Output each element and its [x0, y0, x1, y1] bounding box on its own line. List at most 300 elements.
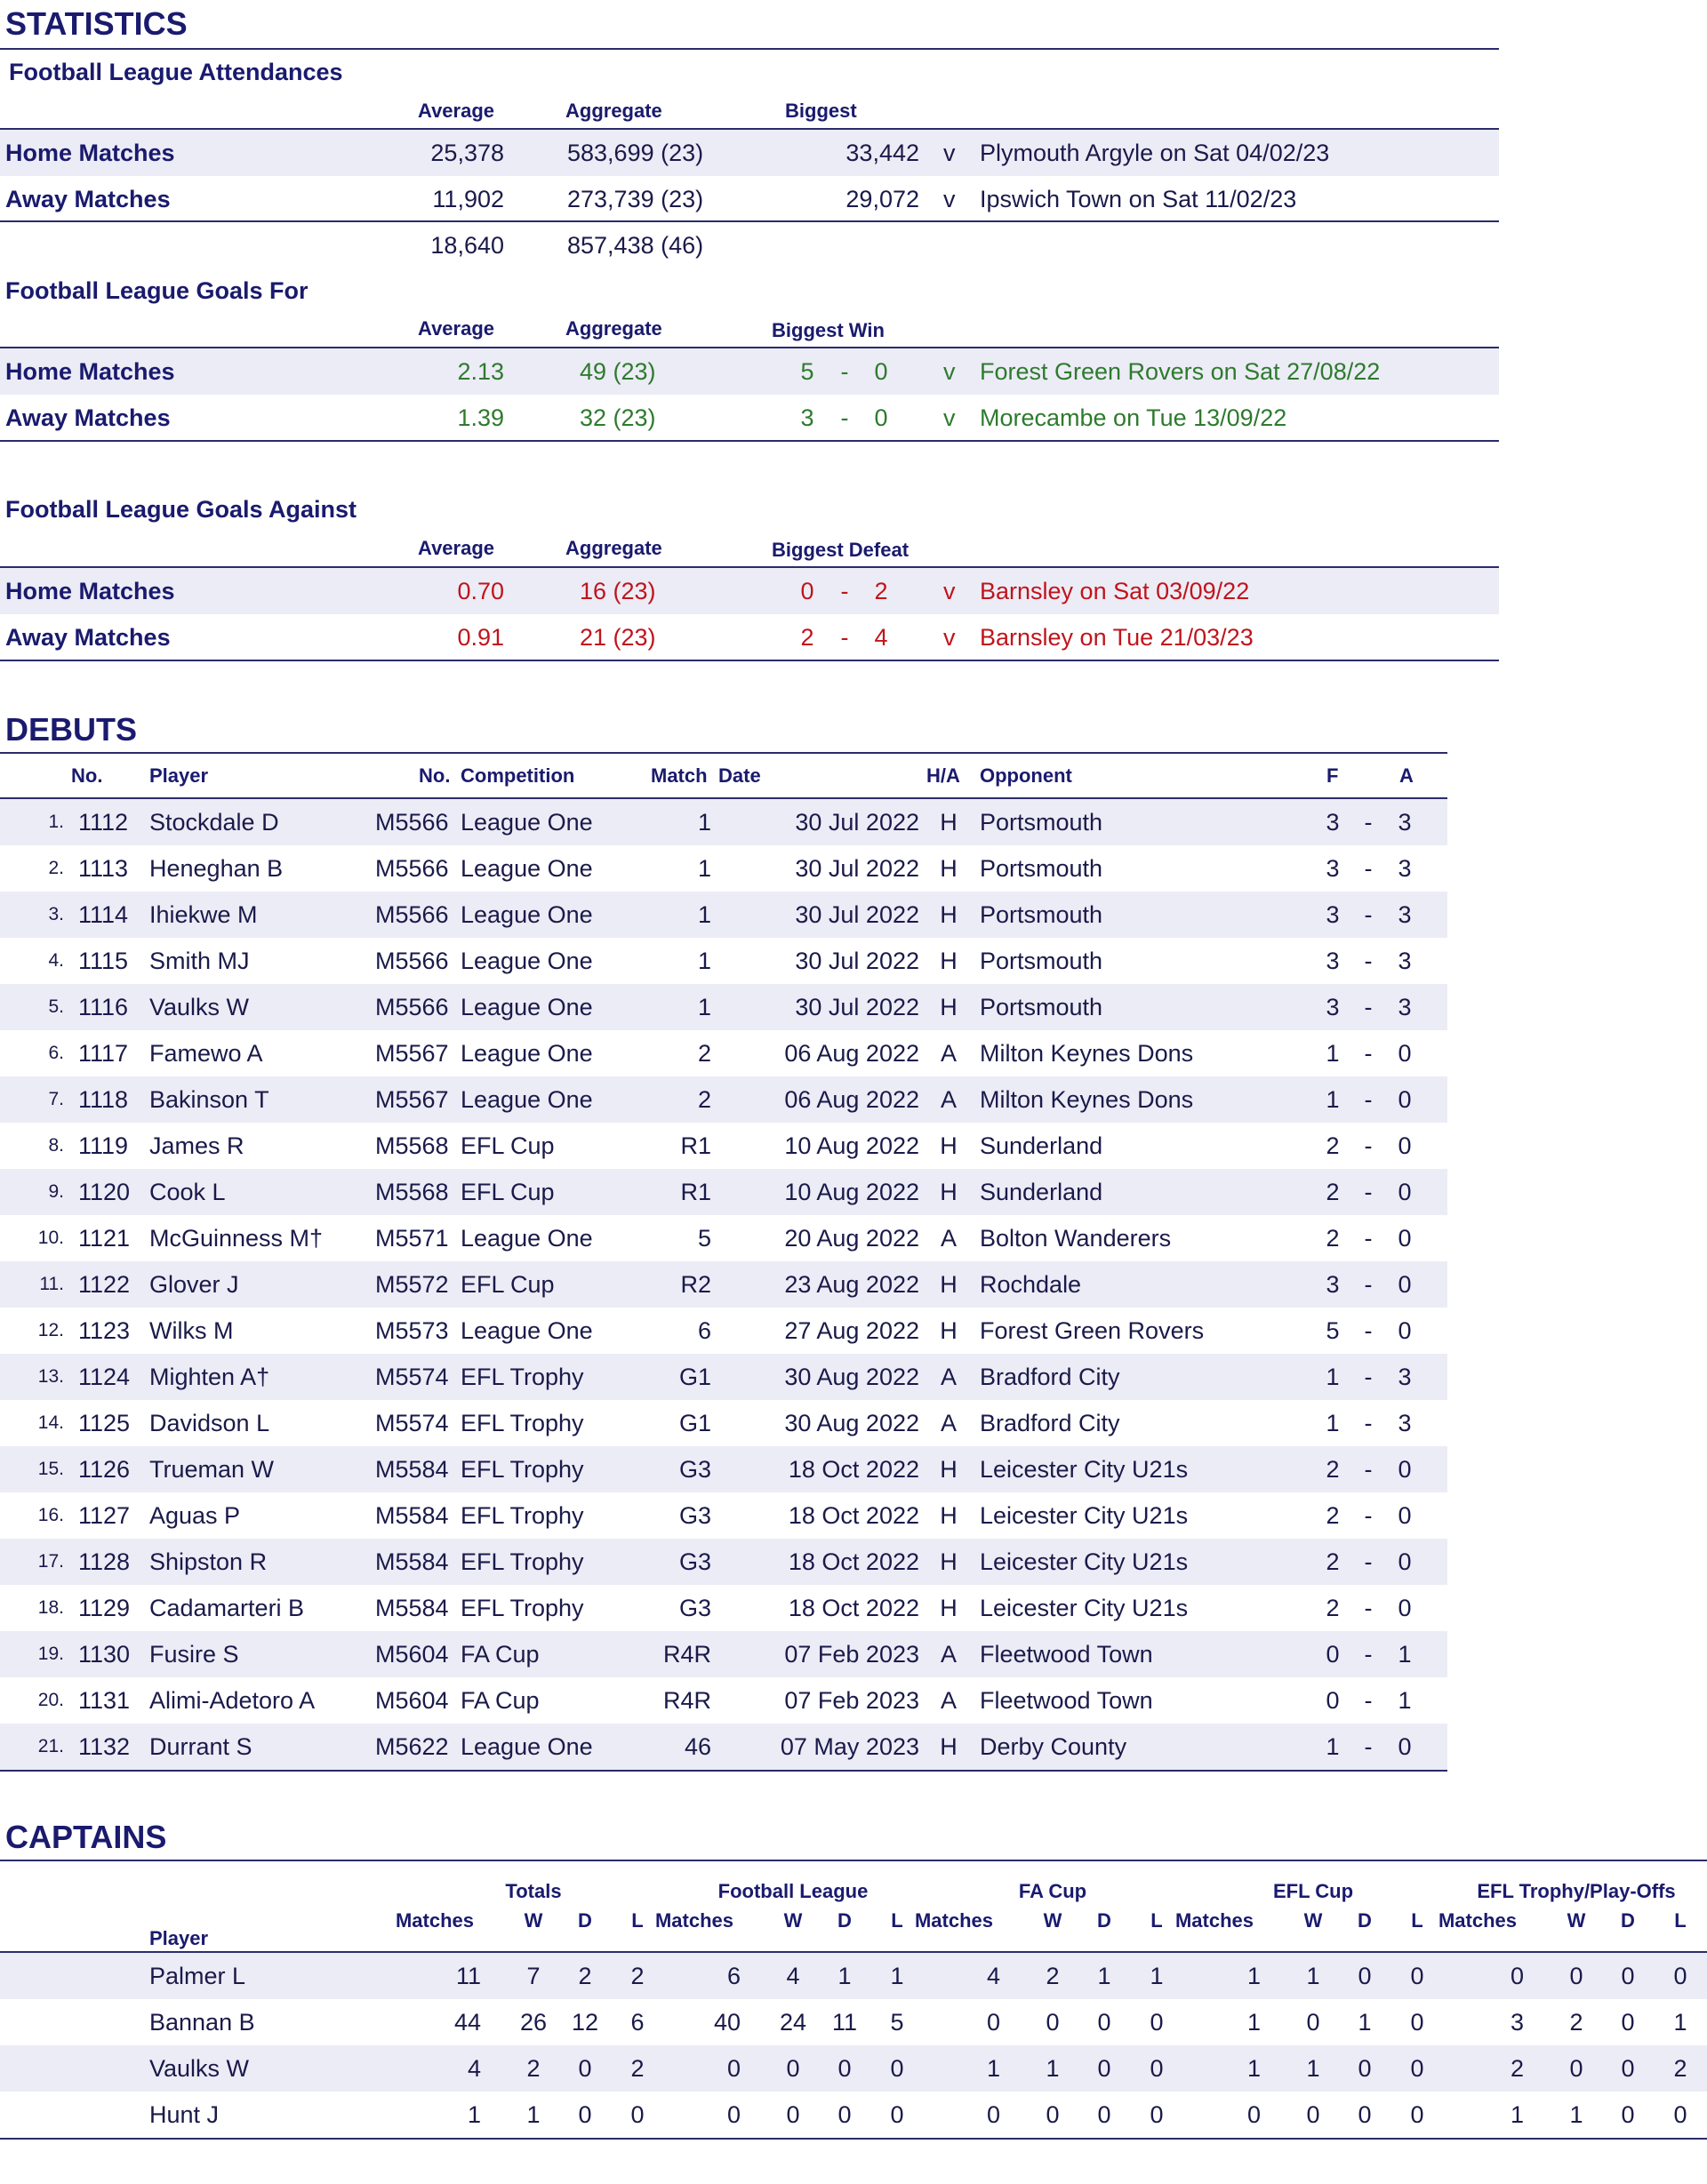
captains-sub-header: W: [783, 1909, 803, 1932]
row-label: Away Matches: [5, 186, 171, 212]
captains-bottom-rule: [0, 2138, 1707, 2140]
captain-stat-value: 11: [455, 1963, 481, 1989]
goals-against-row-away: [0, 614, 1499, 660]
statistics-title-rule: [0, 48, 1499, 50]
debut-match-number: M5584: [375, 1456, 449, 1483]
debut-index: 2.: [48, 858, 64, 878]
captain-stat-value: 0: [1097, 2055, 1111, 2082]
debut-home-away: H: [940, 1548, 958, 1575]
captains-group-header: Football League: [717, 1880, 869, 1902]
captain-stat-value: 5: [890, 2009, 904, 2036]
debut-date: 07 Feb 2023: [784, 1641, 919, 1668]
debuts-no-header: No.: [71, 764, 103, 787]
captain-row: [0, 1953, 1707, 1999]
debut-match-number: M5566: [375, 948, 449, 974]
debuts-ha-header: H/A: [926, 764, 960, 787]
debut-competition: EFL Trophy: [461, 1456, 584, 1483]
captain-row: [0, 2045, 1707, 2092]
debut-match-number: M5584: [375, 1548, 449, 1575]
debut-row: [0, 1123, 1447, 1169]
captain-stat-value: 0: [1097, 2009, 1111, 2036]
debut-home-away: A: [940, 1364, 957, 1390]
debut-score-against: 1: [1398, 1687, 1412, 1714]
aggregate-value: 583,699 (23): [567, 140, 704, 166]
debut-competition: EFL Trophy: [461, 1502, 584, 1529]
debut-opponent: Derby County: [980, 1733, 1127, 1760]
debuts-title-rule: [0, 752, 1447, 754]
captain-stat-value: 0: [986, 2009, 1000, 2036]
debut-home-away: A: [940, 1641, 957, 1668]
debut-home-away: H: [940, 1271, 958, 1298]
captain-stat-value: 1: [837, 1963, 852, 1989]
debut-score-for: 2: [1326, 1456, 1340, 1483]
captain-stat-value: 1: [1306, 1963, 1320, 1989]
debut-row: [0, 1215, 1447, 1261]
debut-score-for: 1: [1326, 1410, 1340, 1436]
debut-player-name: Ihiekwe M: [149, 901, 258, 928]
debut-home-away: H: [940, 809, 958, 836]
debut-score-dash: -: [1364, 1179, 1373, 1205]
goals-for-row-home: [0, 348, 1499, 395]
debut-match-round: 2: [697, 1086, 711, 1113]
debuts-match-no-header: No.: [419, 764, 451, 787]
debut-score-for: 3: [1326, 948, 1340, 974]
captains-group-header: EFL Cup: [1272, 1880, 1354, 1902]
debut-player-number: 1132: [78, 1733, 131, 1760]
debut-player-number: 1119: [78, 1132, 129, 1159]
captains-sub-header: W: [1043, 1909, 1062, 1932]
debut-match-number: M5622: [375, 1733, 449, 1760]
attendances-title: Football League Attendances: [9, 59, 343, 85]
captain-stat-value: 0: [837, 2055, 852, 2082]
debut-score-against: 0: [1398, 1595, 1412, 1621]
debut-score-dash: -: [1364, 1733, 1373, 1760]
debut-player-number: 1127: [78, 1502, 131, 1529]
debut-opponent: Portsmouth: [980, 994, 1103, 1020]
debut-index: 20.: [37, 1690, 64, 1710]
debut-player-number: 1117: [78, 1040, 129, 1067]
debut-opponent: Leicester City U21s: [980, 1502, 1189, 1529]
row-label: Home Matches: [5, 140, 175, 166]
debut-match-number: M5584: [375, 1502, 449, 1529]
captain-stat-value: 0: [726, 2101, 741, 2128]
debut-score-for: 1: [1326, 1733, 1340, 1760]
goals-against-aggregate-header: Aggregate: [565, 537, 662, 559]
debut-opponent: Bradford City: [980, 1410, 1120, 1436]
debut-player-name: Alimi-Adetoro A: [149, 1687, 316, 1714]
debut-score-against: 0: [1398, 1317, 1412, 1344]
score-dash: -: [840, 358, 849, 385]
debut-home-away: A: [940, 1410, 957, 1436]
captain-stat-value: 0: [1569, 2055, 1583, 2082]
total-average-value: 18,640: [430, 232, 504, 259]
debut-index: 13.: [37, 1366, 64, 1387]
debut-score-dash: -: [1364, 1410, 1373, 1436]
debut-score-dash: -: [1364, 809, 1373, 836]
debut-row: [0, 1724, 1447, 1770]
debut-match-round: 1: [697, 901, 711, 928]
aggregate-value: 49 (23): [580, 358, 656, 385]
captain-stat-value: 0: [1410, 2055, 1424, 2082]
aggregate-value: 273,739 (23): [567, 186, 704, 212]
score-against: 0: [874, 404, 888, 431]
attendances-aggregate-header: Aggregate: [565, 100, 662, 122]
debut-player-number: 1121: [78, 1225, 131, 1252]
row-label: Away Matches: [5, 404, 171, 431]
goals-for-title: Football League Goals For: [5, 277, 309, 304]
captain-stat-value: 0: [1150, 2101, 1164, 2128]
debut-date: 30 Aug 2022: [784, 1410, 919, 1436]
captains-sub-header: D: [1621, 1909, 1635, 1932]
debut-score-for: 0: [1326, 1641, 1340, 1668]
debut-match-number: M5571: [375, 1225, 449, 1252]
debuts-opponent-header: Opponent: [980, 764, 1072, 787]
debut-player-name: Fusire S: [149, 1641, 239, 1668]
debut-score-dash: -: [1364, 1456, 1373, 1483]
debut-match-round: 1: [697, 948, 711, 974]
debut-opponent: Leicester City U21s: [980, 1456, 1189, 1483]
captain-stat-value: 0: [1358, 2101, 1372, 2128]
captain-stat-value: 2: [1510, 2055, 1524, 2082]
debut-score-for: 2: [1326, 1595, 1340, 1621]
debut-score-dash: -: [1364, 1595, 1373, 1621]
captains-sub-header: Matches: [914, 1909, 993, 1932]
debut-match-round: 2: [697, 1040, 711, 1067]
debut-score-against: 0: [1398, 1733, 1412, 1760]
debut-player-number: 1113: [78, 855, 129, 882]
debut-opponent: Portsmouth: [980, 809, 1103, 836]
opponent-text: Forest Green Rovers on Sat 27/08/22: [980, 358, 1381, 385]
debut-player-number: 1122: [78, 1271, 131, 1298]
captain-stat-value: 7: [526, 1963, 541, 1989]
debut-player-name: Cook L: [149, 1179, 226, 1205]
captain-stat-value: 2: [630, 2055, 645, 2082]
opponent-text: Morecambe on Tue 13/09/22: [980, 404, 1287, 431]
captain-stat-value: 0: [786, 2101, 800, 2128]
debut-date: 18 Oct 2022: [788, 1548, 919, 1575]
score-dash: -: [840, 404, 849, 431]
statistics-title: STATISTICS: [5, 5, 188, 42]
versus-label: v: [943, 624, 956, 651]
debuts-title: DEBUTS: [5, 711, 138, 748]
debut-competition: League One: [461, 994, 593, 1020]
attendances-row-away: [0, 176, 1499, 222]
captain-stat-value: 2: [1569, 2009, 1583, 2036]
captains-sub-header: D: [578, 1909, 592, 1932]
captains-sub-header: Matches: [654, 1909, 733, 1932]
debut-score-for: 2: [1326, 1225, 1340, 1252]
debut-score-dash: -: [1364, 1086, 1373, 1113]
debut-home-away: A: [940, 1225, 957, 1252]
goals-against-average-header: Average: [418, 537, 495, 559]
aggregate-value: 21 (23): [580, 624, 656, 651]
attendances-row-total: [0, 222, 1499, 268]
goals-against-row-home: [0, 568, 1499, 614]
debut-match-round: G3: [678, 1456, 711, 1483]
debut-competition: FA Cup: [461, 1687, 540, 1714]
debut-row: [0, 1492, 1447, 1539]
debut-player-name: McGuinness M†: [149, 1225, 324, 1252]
debut-home-away: H: [940, 1317, 958, 1344]
debut-opponent: Portsmouth: [980, 901, 1103, 928]
debut-player-name: Mighten A†: [149, 1364, 270, 1390]
debut-opponent: Milton Keynes Dons: [980, 1086, 1194, 1113]
captain-stat-value: 1: [1097, 1963, 1111, 1989]
debut-competition: League One: [461, 1225, 593, 1252]
captains-title: CAPTAINS: [5, 1819, 167, 1855]
debut-date: 18 Oct 2022: [788, 1595, 919, 1621]
debut-home-away: A: [940, 1086, 957, 1113]
debut-row: [0, 1030, 1447, 1076]
captains-group-header: FA Cup: [1018, 1880, 1087, 1902]
captain-stat-value: 1: [1673, 2009, 1687, 2036]
debut-score-against: 3: [1398, 1410, 1412, 1436]
captain-player-name: Bannan B: [149, 2009, 255, 2036]
debut-player-number: 1130: [78, 1641, 131, 1668]
debut-index: 17.: [37, 1551, 64, 1572]
captains-sub-header: L: [1411, 1909, 1423, 1932]
captains-sub-header: D: [837, 1909, 852, 1932]
captain-stat-value: 6: [726, 1963, 741, 1989]
captain-stat-value: 0: [1046, 2101, 1060, 2128]
goals-against-biggest-header: Biggest Defeat: [772, 539, 910, 561]
captain-stat-value: 0: [726, 2055, 741, 2082]
debut-match-number: M5573: [375, 1317, 449, 1344]
row-label: Home Matches: [5, 358, 175, 385]
debut-opponent: Sunderland: [980, 1179, 1103, 1205]
debut-player-name: Vaulks W: [149, 994, 250, 1020]
debut-match-round: 1: [697, 994, 711, 1020]
captain-stat-value: 1: [1246, 2055, 1261, 2082]
debut-match-round: R4R: [662, 1641, 711, 1668]
captains-group-header: Totals: [505, 1880, 562, 1902]
debut-competition: FA Cup: [461, 1641, 540, 1668]
captain-stat-value: 0: [1150, 2055, 1164, 2082]
debut-player-name: Famewo A: [149, 1040, 263, 1067]
debut-date: 30 Jul 2022: [795, 901, 919, 928]
debut-score-against: 3: [1398, 901, 1412, 928]
debuts-date-header: Date: [718, 764, 761, 787]
captain-stat-value: 0: [1410, 2101, 1424, 2128]
goals-for-bottom-rule: [0, 440, 1499, 442]
debut-index: 1.: [48, 812, 64, 832]
captains-sub-header: L: [631, 1909, 644, 1932]
debut-home-away: H: [940, 1595, 958, 1621]
biggest-value: 29,072: [845, 186, 919, 212]
debut-match-number: M5567: [375, 1040, 449, 1067]
debut-match-round: G3: [678, 1502, 711, 1529]
captains-sub-header: W: [1303, 1909, 1323, 1932]
captain-stat-value: 0: [1621, 2101, 1635, 2128]
debut-score-for: 3: [1326, 855, 1340, 882]
debut-score-dash: -: [1364, 1641, 1373, 1668]
debut-row: [0, 1539, 1447, 1585]
debut-match-round: R1: [680, 1132, 711, 1159]
debut-score-for: 5: [1326, 1317, 1340, 1344]
debut-date: 06 Aug 2022: [784, 1086, 919, 1113]
debut-opponent: Fleetwood Town: [980, 1687, 1153, 1714]
debut-match-round: R2: [680, 1271, 711, 1298]
debut-row: [0, 984, 1447, 1030]
debut-competition: League One: [461, 1733, 593, 1760]
debut-home-away: A: [940, 1687, 957, 1714]
debut-match-number: M5568: [375, 1179, 449, 1205]
captain-stat-value: 0: [1621, 2009, 1635, 2036]
captain-stat-value: 0: [1306, 2101, 1320, 2128]
captain-stat-value: 2: [1673, 2055, 1687, 2082]
debut-date: 27 Aug 2022: [784, 1317, 919, 1344]
debut-player-number: 1128: [78, 1548, 131, 1575]
captain-stat-value: 0: [1150, 2009, 1164, 2036]
debut-match-number: M5572: [375, 1271, 449, 1298]
debut-opponent: Leicester City U21s: [980, 1595, 1189, 1621]
debut-score-dash: -: [1364, 1317, 1373, 1344]
debut-match-number: M5566: [375, 901, 449, 928]
debut-score-for: 2: [1326, 1502, 1340, 1529]
debut-date: 20 Aug 2022: [784, 1225, 919, 1252]
debut-competition: League One: [461, 1317, 593, 1344]
debut-index: 16.: [37, 1505, 64, 1525]
captain-stat-value: 0: [1510, 1963, 1524, 1989]
captain-stat-value: 4: [986, 1963, 1000, 1989]
debut-player-name: Aguas P: [149, 1502, 241, 1529]
average-value: 2.13: [457, 358, 504, 385]
debut-score-dash: -: [1364, 994, 1373, 1020]
captains-sub-header: Matches: [1438, 1909, 1517, 1932]
debut-competition: EFL Trophy: [461, 1410, 584, 1436]
debuts-f-header: F: [1326, 764, 1339, 787]
debut-competition: League One: [461, 1040, 593, 1067]
debut-date: 18 Oct 2022: [788, 1456, 919, 1483]
captain-stat-value: 12: [571, 2009, 599, 2036]
debut-index: 12.: [37, 1320, 64, 1340]
debut-opponent: Leicester City U21s: [980, 1548, 1189, 1575]
debut-player-number: 1131: [78, 1687, 131, 1714]
debut-match-round: G1: [678, 1364, 711, 1390]
debut-competition: League One: [461, 855, 593, 882]
opponent-text: Ipswich Town on Sat 11/02/23: [980, 186, 1297, 212]
debut-player-name: James R: [149, 1132, 244, 1159]
debut-match-round: G3: [678, 1595, 711, 1621]
captain-stat-value: 0: [986, 2101, 1000, 2128]
debut-score-dash: -: [1364, 1040, 1373, 1067]
captain-stat-value: 0: [1673, 1963, 1687, 1989]
captains-title-rule: [0, 1860, 1707, 1861]
debut-index: 19.: [37, 1644, 64, 1664]
opponent-text: Plymouth Argyle on Sat 04/02/23: [980, 140, 1330, 166]
debut-row: [0, 1585, 1447, 1631]
debut-score-dash: -: [1364, 1271, 1373, 1298]
debut-player-name: Glover J: [149, 1271, 239, 1298]
debut-index: 4.: [48, 950, 64, 971]
goals-against-bottom-rule: [0, 660, 1499, 661]
debut-score-for: 3: [1326, 1271, 1340, 1298]
captain-stat-value: 1: [986, 2055, 1000, 2082]
debut-row: [0, 1677, 1447, 1724]
opponent-text: Barnsley on Tue 21/03/23: [980, 624, 1254, 651]
debut-player-number: 1125: [78, 1410, 131, 1436]
debut-match-round: R4R: [662, 1687, 711, 1714]
debut-opponent: Bolton Wanderers: [980, 1225, 1172, 1252]
debut-score-against: 0: [1398, 1502, 1412, 1529]
versus-label: v: [943, 358, 956, 385]
debut-score-dash: -: [1364, 1225, 1373, 1252]
debut-opponent: Rochdale: [980, 1271, 1082, 1298]
captain-stat-value: 6: [630, 2009, 645, 2036]
debut-row: [0, 1631, 1447, 1677]
captain-stat-value: 1: [1569, 2101, 1583, 2128]
captain-stat-value: 1: [1510, 2101, 1524, 2128]
aggregate-value: 16 (23): [580, 578, 656, 604]
attendances-biggest-header: Biggest: [785, 100, 857, 122]
debut-score-dash: -: [1364, 948, 1373, 974]
captain-stat-value: 24: [779, 2009, 807, 2036]
debut-player-name: Shipston R: [149, 1548, 268, 1575]
debut-player-number: 1129: [78, 1595, 131, 1621]
captain-stat-value: 0: [1246, 2101, 1261, 2128]
debut-opponent: Sunderland: [980, 1132, 1103, 1159]
debuts-competition-header: Competition: [461, 764, 575, 787]
debut-home-away: H: [940, 1456, 958, 1483]
captains-sub-header: D: [1097, 1909, 1111, 1932]
debut-home-away: H: [940, 1733, 958, 1760]
captain-stat-value: 0: [1358, 2055, 1372, 2082]
debut-match-number: M5566: [375, 855, 449, 882]
captain-stat-value: 0: [1569, 1963, 1583, 1989]
debut-index: 10.: [37, 1228, 64, 1248]
debut-score-for: 0: [1326, 1687, 1340, 1714]
debut-score-dash: -: [1364, 1132, 1373, 1159]
row-label: Away Matches: [5, 624, 171, 651]
debut-score-dash: -: [1364, 1687, 1373, 1714]
average-value: 0.70: [457, 578, 504, 604]
debut-index: 11.: [39, 1274, 64, 1294]
debut-match-number: M5566: [375, 809, 449, 836]
captain-stat-value: 1: [1150, 1963, 1164, 1989]
debut-match-round: 1: [697, 855, 711, 882]
debut-date: 23 Aug 2022: [784, 1271, 919, 1298]
debut-score-against: 3: [1398, 809, 1412, 836]
captain-row: [0, 1999, 1707, 2045]
goals-against-title: Football League Goals Against: [5, 496, 357, 523]
captains-group-header: EFL Trophy/Play-Offs: [1477, 1880, 1676, 1902]
debut-index: 9.: [48, 1181, 64, 1202]
average-value: 11,902: [432, 186, 504, 212]
debut-index: 5.: [48, 996, 64, 1017]
debuts-player-header: Player: [149, 764, 209, 787]
debut-date: 07 May 2023: [780, 1733, 919, 1760]
debut-home-away: H: [940, 1132, 958, 1159]
debut-score-against: 0: [1398, 1040, 1412, 1067]
debut-match-number: M5568: [375, 1132, 449, 1159]
debut-player-number: 1112: [78, 809, 129, 836]
debut-home-away: H: [940, 855, 958, 882]
debut-date: 18 Oct 2022: [788, 1502, 919, 1529]
debut-score-for: 3: [1326, 901, 1340, 928]
attendances-row-home: [0, 130, 1499, 176]
debut-competition: EFL Trophy: [461, 1595, 584, 1621]
debut-competition: League One: [461, 809, 593, 836]
captain-stat-value: 0: [1621, 2055, 1635, 2082]
captain-player-name: Palmer L: [149, 1963, 246, 1989]
debut-player-name: Bakinson T: [149, 1086, 269, 1113]
debut-index: 7.: [48, 1089, 64, 1109]
average-value: 25,378: [430, 140, 504, 166]
debut-index: 8.: [48, 1135, 64, 1156]
debut-row: [0, 1354, 1447, 1400]
debut-row: [0, 1076, 1447, 1123]
debut-opponent: Fleetwood Town: [980, 1641, 1153, 1668]
